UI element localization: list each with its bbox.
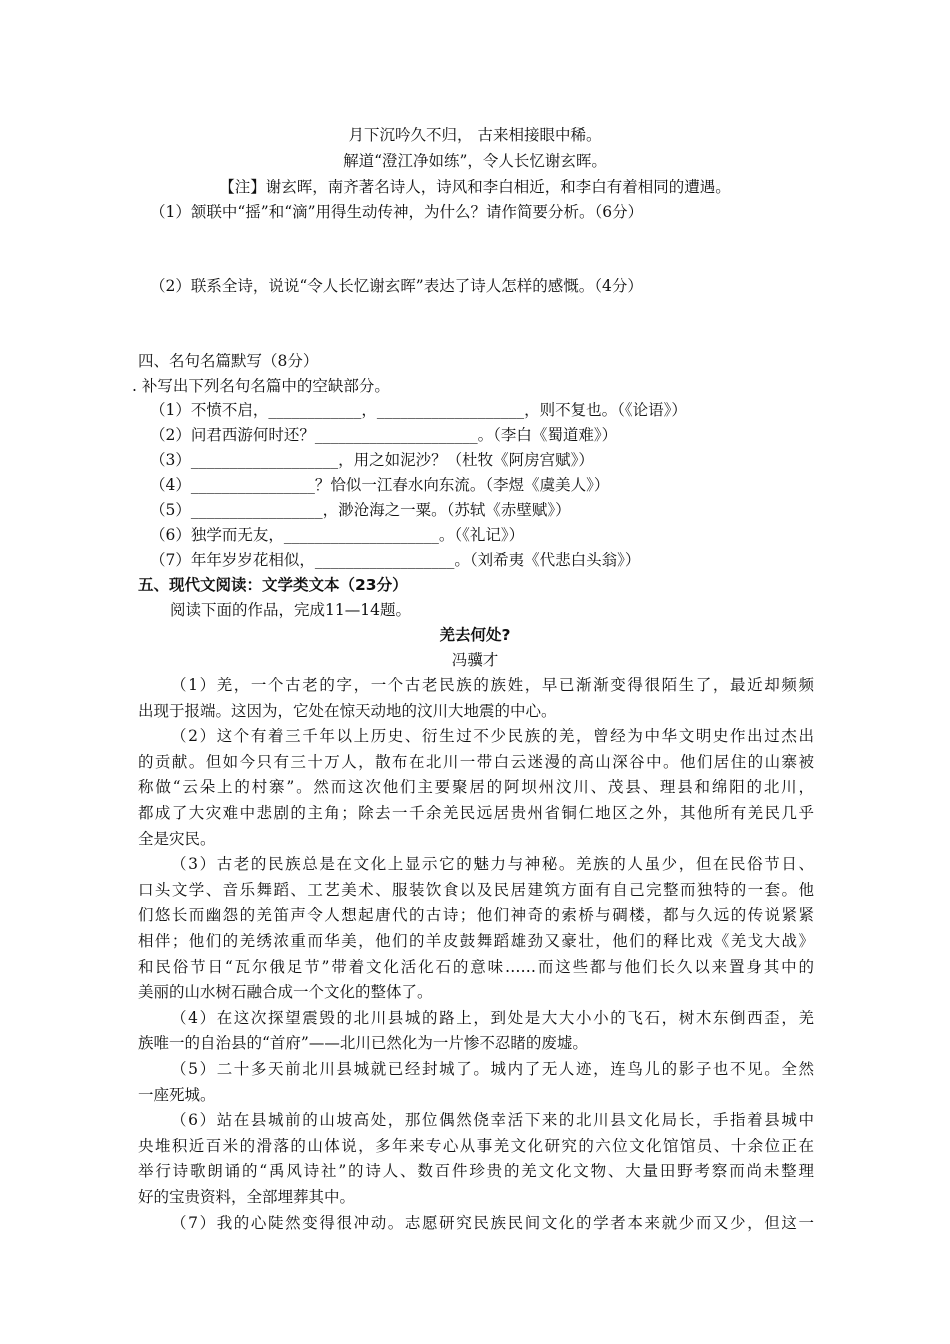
- section-4-heading: 四、名句名篇默写（8分）: [138, 352, 319, 370]
- article-line: 一座死城。: [138, 1085, 216, 1104]
- article-line: 族唯一的自治县的“首府”——北川已然化为一片惨不忍睹的废墟。: [138, 1034, 588, 1053]
- article-line: （2）这个有着三千年以上历史、衍生过不少民族的羌，曾经为中华文明史作出过杰出: [171, 727, 814, 746]
- section-5-instruction: 阅读下面的作品，完成11—14题。: [170, 601, 411, 619]
- question-2: （2）联系全诗，说说“令人长忆谢玄晖”表达了诗人怎样的感慨。（4分）: [150, 277, 643, 295]
- article-title: 羌去何处?: [439, 626, 511, 644]
- article-author: 冯骥才: [451, 651, 499, 669]
- article-line: 全是灾民。: [138, 829, 216, 848]
- article-line: （1）羌，一个古老的字，一个古老民族的族姓，早已渐渐变得很陌生了，最近却频频: [171, 676, 814, 694]
- fill-blank-item: （7）年年岁岁花相似，__________________。（刘希夷《代悲白头翁》）: [150, 551, 641, 569]
- article-line: 的贡献。但如今只有三十万人，散布在北川一带白云迷漫的高山深谷中。他们居住的山寨被: [138, 752, 814, 771]
- article-line: 相伴；他们的羌绣浓重而华美，他们的羊皮鼓舞蹈雄劲又豪壮，他们的释比戏《羌戈大战》: [138, 932, 814, 950]
- article-line: 称做“云朵上的村寨”。然而这次他们主要聚居的阿坝州汶川、茂县、理县和绵阳的北川，: [138, 778, 814, 797]
- section-5-heading: 五、现代文阅读：文学类文本（23分）: [138, 576, 408, 594]
- article-line: 和民俗节日“瓦尔俄足节”带着文化活化石的意味……而这些都与他们长久以来置身其中的: [138, 957, 814, 976]
- article-line: （5）二十多天前北川县城就已经封城了。城内了无人迹，连鸟儿的影子也不见。全然: [171, 1060, 814, 1078]
- fill-blank-item: （2）问君西游何时还？_____________________。（李白《蜀道难》）: [150, 426, 618, 444]
- article-line: （4）在这次探望震毁的北川县城的路上，到处是大大小小的飞石，树木东倒西歪，羌: [171, 1008, 814, 1027]
- article-line: 出现于报端。这因为，它处在惊天动地的汶川大地震的中心。: [138, 701, 557, 720]
- article-line: （6）站在县城前的山坡高处，那位偶然侥幸活下来的北川县文化局长，手指着县城中: [171, 1111, 814, 1130]
- poem-note: 【注】谢玄晖，南齐著名诗人，诗风和李白相近，和李白有着相同的遭遇。: [219, 178, 731, 196]
- article-line: 口头文学、音乐舞蹈、工艺美术、服装饮食以及民居建筑方面有自己完整而独特的一套。他: [138, 880, 814, 899]
- article-line: 举行诗歌朗诵的“禹风诗社”的诗人、数百件珍贵的羌文化文物、大量田野考察而尚未整理: [138, 1162, 814, 1181]
- fill-blank-item: （3）___________________，用之如泥沙？（杜牧《阿房宫赋》）: [150, 451, 594, 469]
- question-1: （1）颔联中“摇”和“滴”用得生动传神，为什么？请作简要分析。（6分）: [150, 203, 644, 221]
- fill-blank-item: （4）________________？恰似一江春水向东流。（李煜《虞美人》）: [150, 476, 610, 494]
- article-line: 们悠长而幽怨的羌笛声令人想起唐代的古诗；他们神奇的索桥与碉楼，都与久远的传说紧紧: [138, 906, 814, 925]
- article-line: （7）我的心陡然变得很冲动。志愿研究民族民间文化的学者本来就少而又少，但这一: [171, 1213, 814, 1232]
- section-4-instruction: . 补写出下列名句名篇中的空缺部分。: [132, 377, 390, 395]
- fill-blank-item: （5）_________________，渺沧海之一粟。（苏轼《赤壁赋》）: [150, 501, 571, 519]
- article-line: 央堆积近百米的滑落的山体说，多年来专心从事羌文化研究的六位文化馆馆员、十余位正在: [138, 1136, 814, 1155]
- poem-line: 解道“澄江净如练”，令人长忆谢玄晖。: [343, 152, 607, 170]
- article-line: （3）古老的民族总是在文化上显示它的魅力与神秘。羌族的人虽少，但在民俗节日、: [171, 855, 814, 874]
- fill-blank-item: （6）独学而无友，____________________。（《礼记》）: [150, 526, 525, 544]
- poem-line: 月下沉吟久不归， 古来相接眼中稀。: [348, 126, 602, 144]
- article-line: 美丽的山水树石融合成一个文化的整体了。: [138, 983, 433, 1002]
- fill-blank-item: （1）不愤不启，____________，___________________，则不复也。（《论语》）: [150, 401, 687, 419]
- article-line: 都成了大灾难中悲剧的主角；除去一千余羌民远居贵州省铜仁地区之外，其他所有羌民几乎: [138, 804, 814, 822]
- article-line: 好的宝贵资料，全部埋葬其中。: [138, 1188, 356, 1206]
